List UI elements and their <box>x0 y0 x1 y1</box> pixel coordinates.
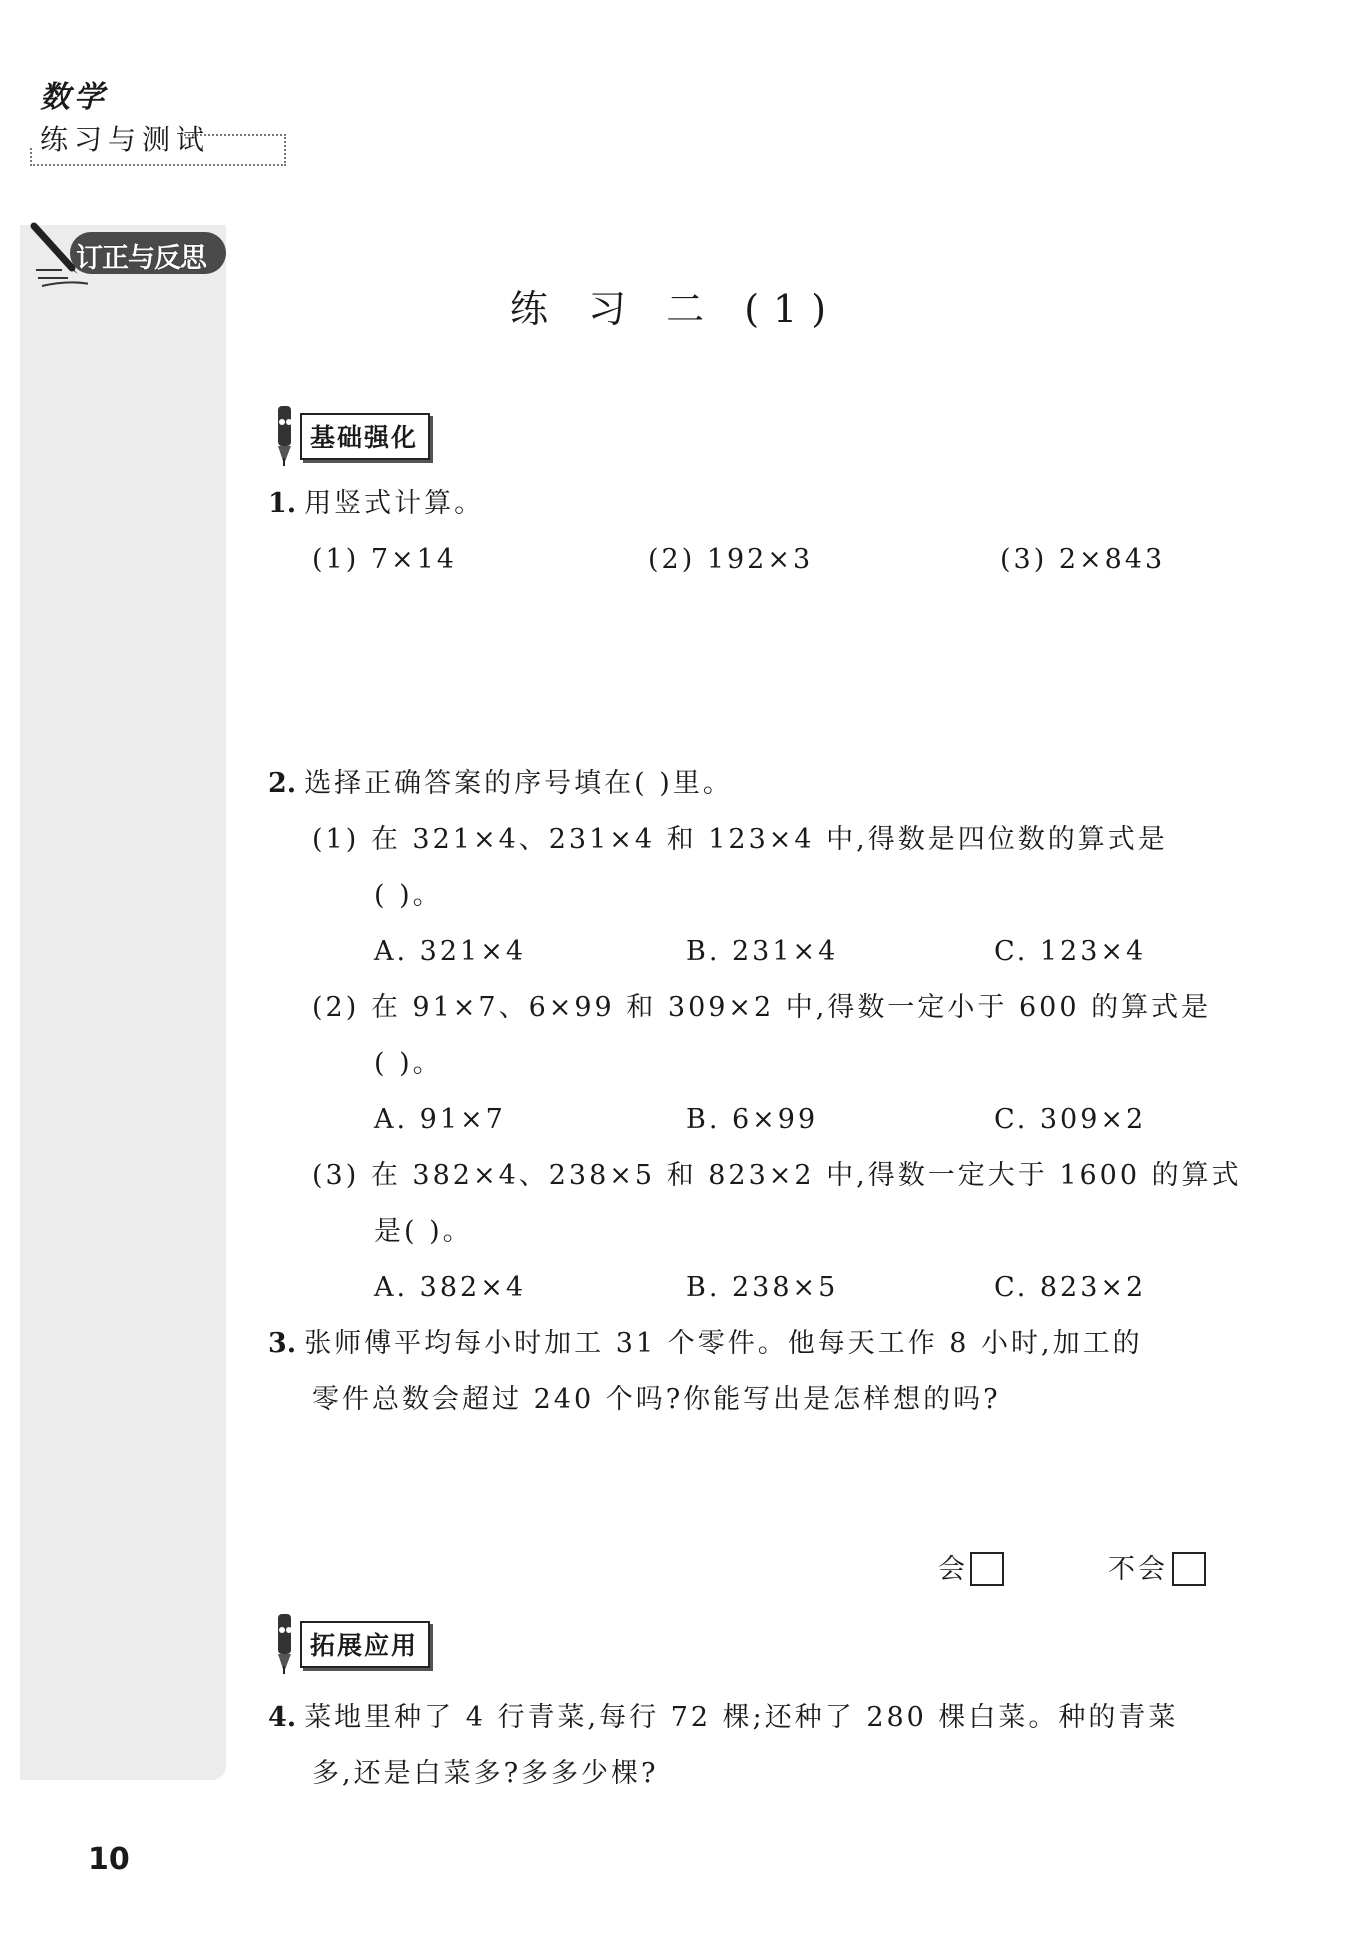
question-4 <box>268 1700 1178 1736</box>
question-text: 用竖式计算。 <box>304 488 485 519</box>
question-text: 选择正确答案的序号填在( )里。 <box>304 768 733 799</box>
q2-sub2-option-c: C. 309×2 <box>994 1104 1147 1135</box>
header-book-title: 练习与测试 <box>40 123 211 156</box>
self-check-cannot-box[interactable] <box>1172 1552 1206 1586</box>
q2-sub2-option-a: A. 91×7 <box>374 1104 506 1135</box>
q2-sub1-option-b: B. 231×4 <box>686 936 839 967</box>
q2-sub2-option-b: B. 6×99 <box>686 1104 819 1135</box>
correction-sidebar <box>20 225 226 1780</box>
section-badge-basic <box>270 404 430 468</box>
q2-sub1-option-c: C. 123×4 <box>994 936 1147 967</box>
q2-sub3-line1: (3) 在 382×4、238×5 和 823×2 中,得数一定大于 1600 的算式 <box>312 1160 1242 1191</box>
question-3 <box>268 1326 1143 1362</box>
q2-sub1-option-a: A. 321×4 <box>374 936 526 967</box>
section-badge-extend <box>270 1612 430 1676</box>
header-dotted-bottom <box>30 164 286 166</box>
question-4-line2: 多,还是白菜多?多多少棵? <box>312 1758 659 1789</box>
q1-item-1: (1) 7×14 <box>312 544 457 575</box>
header-dotted-right <box>284 134 286 166</box>
question-text-line1: 张师傅平均每小时加工 31 个零件。他每天工作 8 小时,加工的 <box>304 1328 1143 1359</box>
q2-sub3-option-b: B. 238×5 <box>686 1272 839 1303</box>
question-3-line2: 零件总数会超过 240 个吗?你能写出是怎样想的吗? <box>312 1384 1001 1415</box>
page-title: 练 习 二 (1) <box>509 287 841 331</box>
self-check-can-label: 会 <box>938 1554 968 1585</box>
q2-sub3-option-a: A. 382×4 <box>374 1272 526 1303</box>
q2-sub1-line1: (1) 在 321×4、231×4 和 123×4 中,得数是四位数的算式是 <box>312 824 1168 855</box>
pencil-mascot-icon <box>270 404 298 468</box>
q2-sub1-line2: ( )。 <box>374 880 443 911</box>
q2-sub2-line1: (2) 在 91×7、6×99 和 309×2 中,得数一定小于 600 的算式是 <box>312 992 1212 1023</box>
q1-item-2: (2) 192×3 <box>648 544 814 575</box>
pencil-mascot-icon <box>270 1612 298 1676</box>
question-number: 3. <box>268 1328 297 1359</box>
header-dotted-line <box>180 134 286 136</box>
question-text-line1: 菜地里种了 4 行青菜,每行 72 棵;还种了 280 棵白菜。种的青菜 <box>304 1702 1179 1733</box>
question-2 <box>268 766 733 802</box>
q2-sub3-option-c: C. 823×2 <box>994 1272 1147 1303</box>
page-number: 10 <box>88 1842 130 1877</box>
q1-item-3: (3) 2×843 <box>1000 544 1166 575</box>
q2-sub2-line2: ( )。 <box>374 1048 443 1079</box>
section-title-basic: 基础强化 <box>300 413 430 460</box>
question-number: 1. <box>268 488 297 519</box>
question-number: 4. <box>268 1702 297 1733</box>
self-check-can-box[interactable] <box>970 1552 1004 1586</box>
self-check-cannot-label: 不会 <box>1108 1554 1168 1585</box>
section-title-extend: 拓展应用 <box>300 1621 430 1668</box>
question-1 <box>268 486 484 522</box>
q2-sub3-line2: 是( )。 <box>374 1216 473 1247</box>
question-number: 2. <box>268 768 297 799</box>
header-subject: 数学 <box>40 80 108 115</box>
sidebar-label: 订正与反思 <box>76 243 206 274</box>
